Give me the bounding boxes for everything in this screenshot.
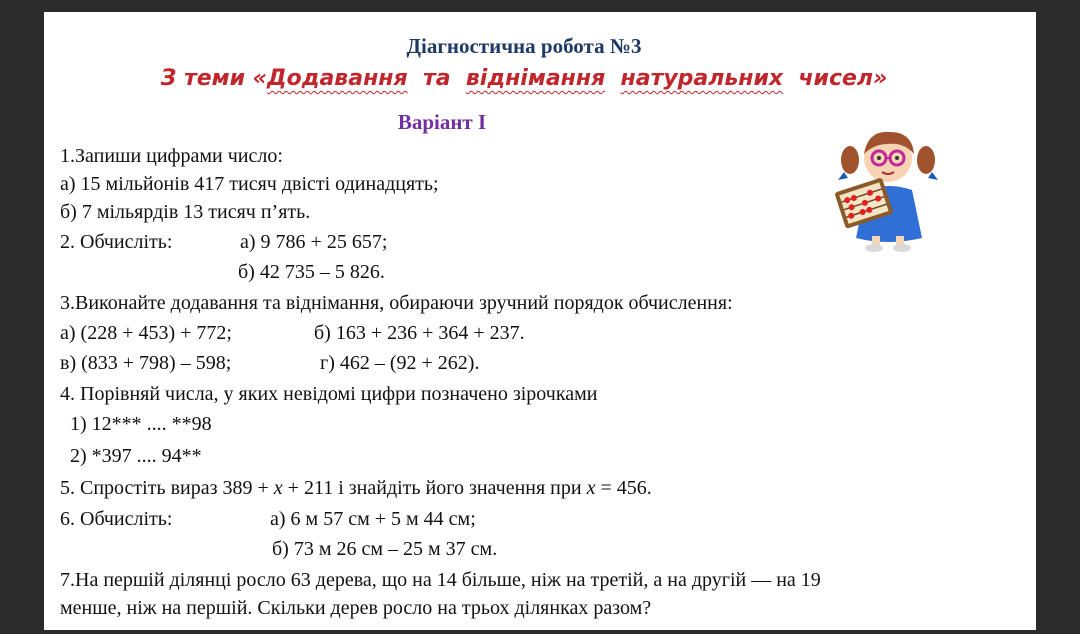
task-6-label: 6. Обчисліть: — [60, 508, 173, 530]
task-4-1: 1) 12*** .... **98 — [70, 413, 212, 435]
subtitle-word: Додавання — [266, 66, 408, 91]
subtitle-prefix: З теми « — [160, 66, 267, 91]
subtitle-word: чисел — [798, 66, 874, 91]
task-6b: б) 73 м 26 см – 25 м 37 см. — [272, 538, 498, 560]
variant-label: Варіант І — [397, 110, 487, 134]
task-3d: г) 462 – (92 + 262). — [320, 352, 480, 374]
task-5-text: 5. Спростіть вираз 389 + — [60, 477, 274, 499]
task-3b: б) 163 + 236 + 364 + 237. — [314, 322, 525, 344]
task-3: 3.Виконайте додавання та віднімання, обираючи зручний порядок обчислення: — [60, 292, 733, 314]
worksheet-page — [44, 12, 1036, 630]
task-2b: б) 42 735 – 5 826. — [238, 261, 385, 283]
variable-x: х — [586, 477, 596, 499]
task-2a: а) 9 786 + 25 657; — [240, 231, 388, 253]
task-3c: в) (833 + 798) – 598; — [60, 352, 232, 374]
variable-x: х — [273, 477, 283, 499]
task-4-2: 2) *397 .... 94** — [70, 445, 202, 467]
page-subtitle — [44, 66, 1004, 91]
task-1b: б) 7 мільярдів 13 тисяч п’ять. — [60, 201, 311, 223]
task-6a: а) 6 м 57 см + 5 м 44 см; — [270, 508, 476, 530]
task-5 — [60, 476, 652, 500]
task-5-text: + 211 і знайдіть його значення при — [282, 477, 587, 499]
task-1a: а) 15 мільйонів 417 тисяч двісті одинадцять; — [60, 173, 439, 195]
girl-with-abacus-illustration — [834, 120, 944, 252]
task-4: 4. Порівняй числа, у яких невідомі цифри позначено зірочками — [60, 383, 598, 405]
subtitle-word: натуральних — [620, 66, 784, 91]
task-5-text: = 456. — [595, 477, 652, 499]
task-7-line-1: 7.На першій ділянці росло 63 дерева, що на 14 більше, ніж на третій, а на другій — на 19 — [60, 569, 821, 591]
task-1: 1.Запиши цифрами число: — [60, 145, 283, 167]
subtitle-suffix: » — [873, 66, 888, 91]
page-title: Діагностична робота №3 — [406, 34, 642, 58]
task-3a: а) (228 + 453) + 772; — [60, 322, 232, 344]
task-2-label: 2. Обчисліть: — [60, 231, 173, 253]
subtitle-word: та — [422, 66, 451, 91]
subtitle-word: віднімання — [465, 66, 606, 91]
task-7-line-2: менше, ніж на першій. Скільки дерев росло на трьох ділянках разом? — [60, 597, 652, 619]
